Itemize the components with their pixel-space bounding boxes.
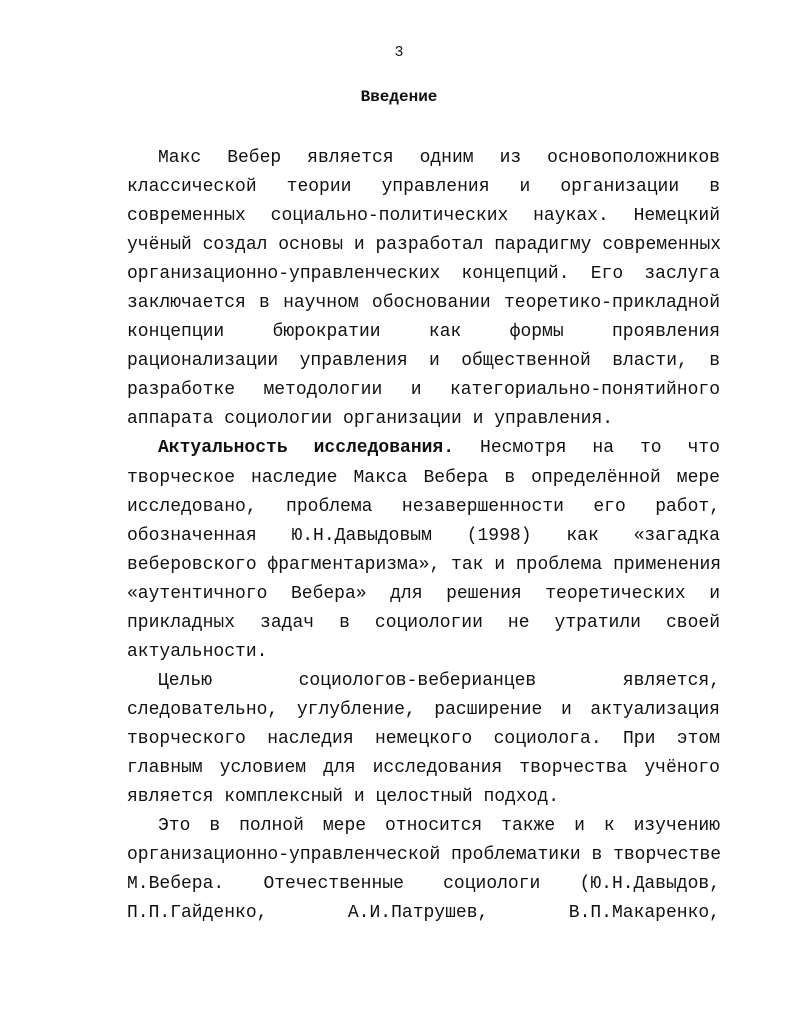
line-text: Макс Вебер является одним из основоположников [158, 148, 720, 168]
text-line [127, 870, 720, 899]
body-text [127, 144, 720, 928]
text-line [127, 318, 720, 347]
text-line [127, 899, 720, 928]
text-line [127, 464, 720, 493]
line-text: разработке методологии и категориально-понятийного [127, 380, 720, 401]
text-line [127, 609, 720, 638]
line-text: классической теории управления и организации в [127, 177, 720, 198]
text-line [127, 493, 720, 522]
text-line [127, 551, 720, 580]
line-text: творческое наследие Макса Вебера в определённой мере [127, 467, 720, 488]
text-line [127, 754, 720, 783]
text-line [127, 841, 720, 870]
line-text: является комплексный и целостный подход. [127, 787, 560, 808]
text-line [127, 347, 720, 376]
line-text: «аутентичного Вебера» для решения теоретических и [127, 583, 720, 604]
text-line [127, 144, 720, 173]
line-text: Целью социологов-веберианцев является, [158, 670, 720, 691]
text-line [127, 202, 720, 231]
section-title: Введение [360, 88, 438, 106]
page-number: 3 [394, 44, 404, 61]
line-text: учёный создал основы и разработал парадигму современных [127, 235, 722, 256]
text-line [127, 260, 720, 289]
line-text: Несмотря на то что [480, 438, 720, 459]
line-text: заключается в научном обосновании теоретико-прикладной [127, 293, 720, 314]
line-text: следовательно, углубление, расширение и актуализация [127, 699, 720, 720]
line-text: организационно-управленческих концепций. Его заслуга [127, 264, 720, 285]
text-line [127, 638, 720, 667]
line-text: прикладных задач в социологии не утратили своей [127, 612, 720, 633]
line-text: П.П.Гайденко, А.И.Патрушев, В.П.Макаренко, [127, 903, 720, 924]
text-line [127, 580, 720, 609]
line-text: современных социально-политических науках. Немецкий [127, 206, 720, 227]
paragraph-lead: Актуальность исследования. [158, 438, 455, 459]
line-text: концепции бюрократии как формы проявления [127, 322, 720, 343]
line-text: исследовано, проблема незавершенности его работ, [127, 496, 720, 517]
line-text: актуальности. [127, 641, 268, 662]
text-line [127, 812, 720, 841]
text-line [127, 725, 720, 754]
line-text: главным условием для исследования творчества учёного [127, 757, 720, 778]
text-line [127, 696, 720, 725]
text-line [127, 783, 720, 812]
text-line [127, 434, 720, 463]
text-line [127, 522, 720, 551]
text-line [127, 173, 720, 202]
line-text: рационализации управления и общественной власти, в [127, 351, 720, 372]
line-text: аппарата социологии организации и управления. [127, 409, 614, 430]
text-line [127, 231, 720, 260]
text-line [127, 667, 720, 696]
line-text: Это в полной мере относится также и к изучению [158, 816, 720, 837]
line-text: организационно-управленческой проблематики в творчестве [127, 845, 722, 866]
line-text: творческого наследия немецкого социолога. При этом [127, 728, 720, 749]
text-line [127, 405, 720, 434]
line-text: обозначенная Ю.Н.Давыдовым (1998) как «загадка [127, 525, 720, 546]
text-line [127, 376, 720, 405]
text-line [127, 289, 720, 318]
line-text: М.Вебера. Отечественные социологи (Ю.Н.Давыдов, [127, 874, 720, 895]
line-text: веберовского фрагментаризма», так и проблема применения [127, 554, 722, 575]
